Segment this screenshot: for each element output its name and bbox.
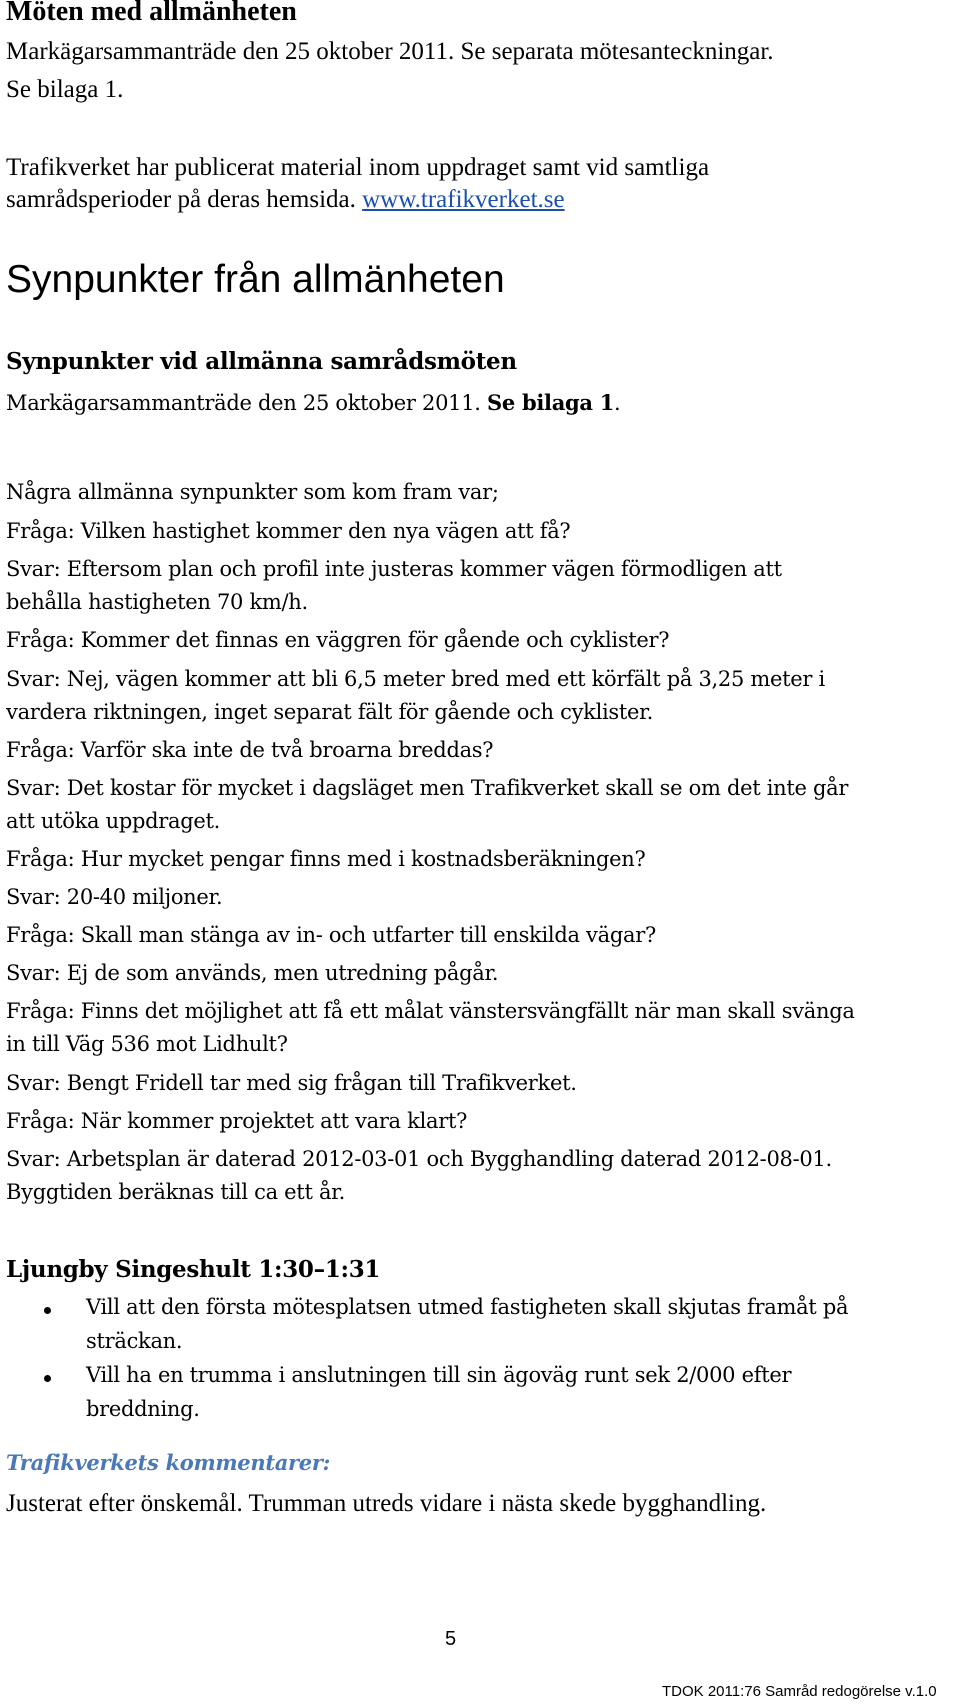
qa-line: Fråga: Finns det möjlighet att få ett målat vänstersvängfällt när man skall svänga	[6, 999, 855, 1023]
subheading-samradsmoten: Synpunkter vid allmänna samrådsmöten	[6, 348, 517, 375]
document-id-footer: TDOK 2011:76 Samråd redogörelse v.1.0	[662, 1683, 937, 1700]
heading-synpunkter-fran-allmanheten: Synpunkter från allmänheten	[6, 258, 505, 301]
qa-line: Svar: Arbetsplan är daterad 2012-03-01 och Bygghandling daterad 2012-08-01.	[6, 1147, 832, 1171]
meeting-reference: Se bilaga 1	[487, 390, 615, 415]
qa-line: Svar: Eftersom plan och profil inte justeras kommer vägen förmodligen att	[6, 557, 782, 581]
qa-line: Svar: Bengt Fridell tar med sig frågan till Trafikverket.	[6, 1071, 577, 1095]
bullet-item-line: Vill ha en trumma i anslutningen till sin ägoväg runt sek 2/000 efter	[86, 1363, 792, 1387]
comment-text: Justerat efter önskemål. Trumman utreds vidare i nästa skede bygghandling.	[6, 1490, 767, 1517]
meeting-text: Markägarsammanträde den 25 oktober 2011.	[6, 391, 488, 415]
qa-line: att utöka uppdraget.	[6, 809, 220, 833]
qa-line: behålla hastigheten 70 km/h.	[6, 590, 308, 614]
meeting-end: .	[614, 391, 621, 415]
paragraph-line: Markägarsammanträde den 25 oktober 2011. Se separata mötesanteckningar.	[6, 38, 774, 65]
trafikverkets-kommentarer-heading: Trafikverkets kommentarer:	[6, 1450, 331, 1475]
page-number: 5	[445, 1628, 457, 1650]
qa-line: Fråga: Vilken hastighet kommer den nya vägen att få?	[6, 519, 571, 543]
qa-line: in till Väg 536 mot Lidhult?	[6, 1032, 288, 1056]
qa-line: Byggtiden beräknas till ca ett år.	[6, 1180, 345, 1204]
qa-line: Svar: 20-40 miljoner.	[6, 885, 223, 909]
qa-line: Fråga: När kommer projektet att vara klart?	[6, 1109, 468, 1133]
paragraph-text: samrådsperioder på deras hemsida.	[6, 186, 363, 213]
bullet-dot-icon	[44, 1375, 51, 1382]
meeting-line	[6, 390, 620, 415]
bullet-item-line: breddning.	[86, 1397, 200, 1421]
qa-line: Svar: Ej de som används, men utredning pågår.	[6, 961, 499, 985]
qa-line: Fråga: Hur mycket pengar finns med i kostnadsberäkningen?	[6, 847, 646, 871]
intro-line: Några allmänna synpunkter som kom fram var;	[6, 480, 499, 504]
trafikverket-link[interactable]: www.trafikverket.se	[362, 186, 565, 213]
paragraph-line-with-link	[6, 186, 565, 214]
paragraph-line: Se bilaga 1.	[6, 76, 124, 103]
qa-line: Fråga: Varför ska inte de två broarna breddas?	[6, 738, 494, 762]
heading-ljungby-singeshult: Ljungby Singeshult 1:30–1:31	[6, 1256, 381, 1283]
heading-moten-med-allmanheten: Möten med allmänheten	[6, 0, 297, 27]
qa-line: Fråga: Skall man stänga av in- och utfarter till enskilda vägar?	[6, 923, 656, 947]
qa-line: Svar: Det kostar för mycket i dagsläget men Trafikverket skall se om det inte går	[6, 776, 849, 800]
qa-line: Fråga: Kommer det finnas en väggren för gående och cyklister?	[6, 628, 670, 652]
bullet-dot-icon	[44, 1307, 51, 1314]
paragraph-line: Trafikverket har publicerat material inom uppdraget samt vid samtliga	[6, 154, 710, 181]
qa-line: Svar: Nej, vägen kommer att bli 6,5 meter bred med ett körfält på 3,25 meter i	[6, 667, 825, 691]
bullet-item-line: Vill att den första mötesplatsen utmed fastigheten skall skjutas framåt på	[86, 1295, 849, 1319]
bullet-item-line: sträckan.	[86, 1329, 183, 1353]
qa-line: vardera riktningen, inget separat fält för gående och cyklister.	[6, 700, 653, 724]
